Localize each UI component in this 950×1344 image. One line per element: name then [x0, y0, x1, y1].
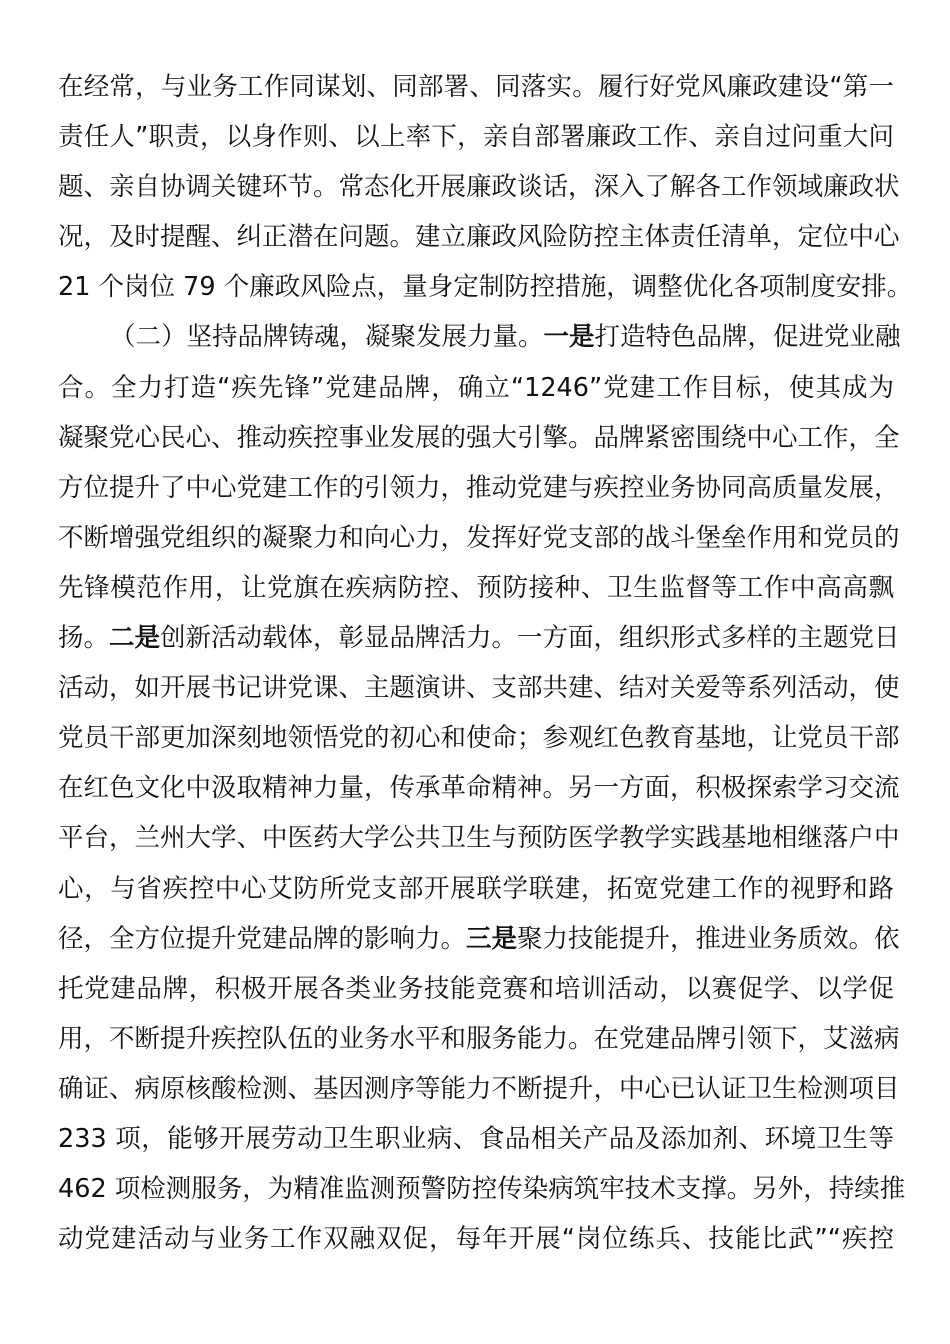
text-line [58, 1064, 900, 1114]
text-run: 托党建品牌，积极开展各类业务技能竞赛和培训活动，以赛促学、以学促 [58, 973, 894, 1004]
text-line [58, 463, 900, 513]
text-line [58, 813, 900, 863]
text-line [58, 162, 900, 212]
text-line [58, 613, 900, 663]
text-run: 233 项，能够开展劳动卫生职业病、食品相关产品及添加剂、环境卫生等 [58, 1123, 894, 1154]
text-run: 方位提升了中心党建工作的引领力，推动党建与疾控业务协同高质量发展， [58, 472, 900, 503]
text-line [58, 1014, 900, 1064]
text-line [58, 763, 900, 813]
text-line [58, 62, 894, 112]
text-run: 打造特色品牌，促进党业融 [594, 322, 901, 353]
text-line [58, 713, 900, 763]
text-line [58, 513, 900, 563]
text-run: 在经常，与业务工作同谋划、同部署、同落实。履行好党风廉政建设“第一 [58, 72, 894, 102]
text-run: 在红色文化中汲取精神力量，传承革命精神。另一方面，积极探索学习交流 [58, 773, 900, 804]
bold-lead-phrase: 一是 [543, 322, 595, 353]
text-run: 确证、病原核酸检测、基因测序等能力不断提升，中心已认证卫生检测项目 [58, 1073, 900, 1104]
text-line [58, 663, 900, 713]
text-run: 用，不断提升疾控队伍的业务水平和服务能力。在党建品牌引领下，艾滋病 [58, 1023, 900, 1054]
document-body [58, 62, 913, 1264]
text-line [58, 212, 900, 262]
text-run: 径，全方位提升党建品牌的影响力。 [58, 923, 467, 954]
text-line [58, 1114, 894, 1164]
text-line [58, 914, 900, 964]
text-run: 扬。 [58, 623, 110, 654]
text-run: （二）坚持品牌铸魂，凝聚发展力量。 [110, 322, 544, 353]
text-line [58, 1164, 906, 1214]
text-run: 平台，兰州大学、中医药大学公共卫生与预防医学教学实践基地相继落户中 [58, 823, 900, 854]
text-run: 题、亲自协调关键环节。常态化开展廉政谈话，深入了解各工作领域廉政状 [58, 172, 900, 203]
text-line [58, 1214, 894, 1264]
text-line [58, 964, 894, 1014]
text-run: 不断增强党组织的凝聚力和向心力，发挥好党支部的战斗堡垒作用和党员的 [58, 522, 900, 553]
text-run: 况，及时提醒、纠正潜在问题。建立廉政风险防控主体责任清单，定位中心 [58, 222, 900, 253]
text-line [58, 312, 901, 362]
text-line [58, 864, 894, 914]
text-run: 合。全力打造“疾先锋”党建品牌，确立“1246”党建工作目标，使其成为 [58, 372, 894, 403]
text-run: 先锋模范作用，让党旗在疾病防控、预防接种、卫生监督等工作中高高飘 [58, 572, 894, 603]
text-run: 心，与省疾控中心艾防所党支部开展联学联建，拓宽党建工作的视野和路 [58, 873, 894, 904]
text-run: 凝聚党心民心、推动疾控事业发展的强大引擎。品牌紧密围绕中心工作，全 [58, 422, 900, 453]
text-run: 创新活动载体，彰显品牌活力。一方面，组织形式多样的主题党日 [160, 623, 900, 654]
text-line [58, 363, 894, 413]
text-run: 动党建活动与业务工作双融双促，每年开展“岗位练兵、技能比武”“疾控 [58, 1224, 894, 1255]
text-run: 活动，如开展书记讲党课、主题演讲、支部共建、结对关爱等系列活动，使 [58, 673, 900, 704]
bold-lead-phrase: 三是 [466, 923, 518, 954]
text-run: 21 个岗位 79 个廉政风险点，量身定制防控措施，调整优化各项制度安排。 [58, 272, 913, 303]
bold-lead-phrase: 二是 [109, 623, 161, 654]
text-line [58, 112, 894, 162]
text-run: 责任人”职责，以身作则、以上率下，亲自部署廉政工作、亲自过问重大问 [58, 122, 894, 153]
text-line [58, 563, 894, 613]
text-run: 党员干部更加深刻地领悟党的初心和使命；参观红色教育基地，让党员干部 [58, 723, 900, 754]
text-run: 聚力技能提升，推进业务质效。依 [517, 923, 900, 954]
text-line [58, 413, 900, 463]
text-run: 462 项检测服务，为精准监测预警防控传染病筑牢技术支撑。另外，持续推 [58, 1174, 906, 1205]
text-line [58, 262, 913, 312]
